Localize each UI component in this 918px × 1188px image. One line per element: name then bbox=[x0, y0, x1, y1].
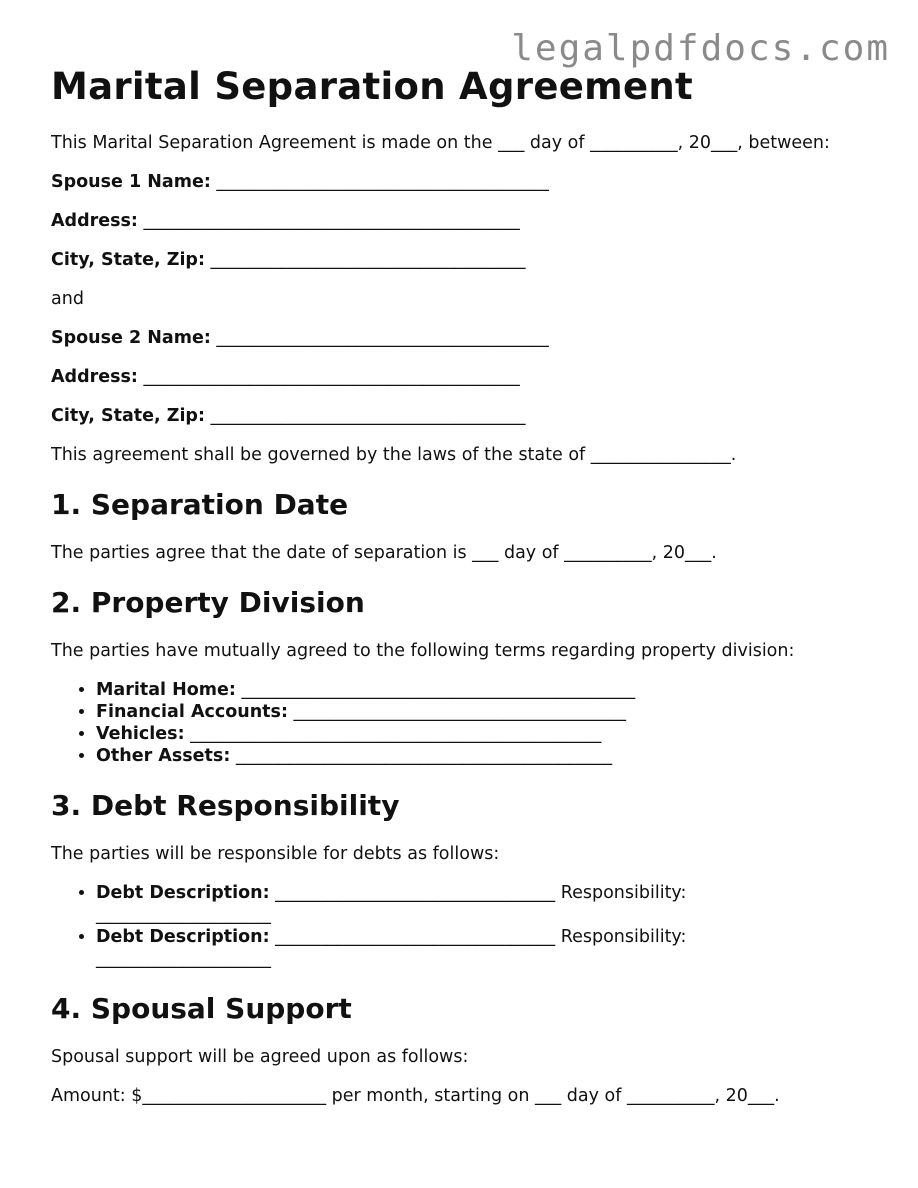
property-item-label: Other Assets: bbox=[96, 746, 231, 766]
section1-text: The parties agree that the date of separation is ___ day of __________, 20___. bbox=[51, 543, 717, 563]
spouse2-address-label: Address: bbox=[51, 367, 138, 387]
and-text: and bbox=[51, 289, 84, 309]
list-item bbox=[96, 679, 871, 701]
property-item-label: Marital Home: bbox=[96, 680, 236, 700]
debt-item-label: Debt Description: bbox=[96, 883, 270, 903]
intro-text: This Marital Separation Agreement is made on the ___ day of __________, 20___, between: bbox=[51, 133, 830, 153]
property-item-blank: _____________________________________________ bbox=[241, 680, 636, 700]
spouse1-address-blank: ___________________________________________ bbox=[143, 211, 520, 231]
section3-text: The parties will be responsible for debts as follows: bbox=[51, 844, 500, 864]
property-item-blank: _______________________________________________ bbox=[190, 724, 602, 744]
spouse1-name-label: Spouse 1 Name: bbox=[51, 172, 211, 192]
spouse1-name-field bbox=[51, 171, 871, 193]
debt-list bbox=[51, 882, 871, 970]
spouse2-address-blank: ___________________________________________ bbox=[143, 367, 520, 387]
spouse2-name-field bbox=[51, 327, 871, 349]
section2-heading: 2. Property Division bbox=[51, 586, 365, 619]
list-item bbox=[96, 882, 696, 926]
spouse1-city-field bbox=[51, 249, 871, 271]
list-item bbox=[96, 745, 871, 767]
spouse2-name-label: Spouse 2 Name: bbox=[51, 328, 211, 348]
governing-law-text: This agreement shall be governed by the laws of the state of ________________. bbox=[51, 445, 737, 465]
section1-heading: 1. Separation Date bbox=[51, 488, 349, 521]
spouse2-city-label: City, State, Zip: bbox=[51, 406, 205, 426]
spouse1-city-blank: ____________________________________ bbox=[210, 250, 526, 270]
support-amount-text: Amount: $_____________________ per month, starting on ___ day of __________, 20___. bbox=[51, 1086, 780, 1106]
list-item bbox=[96, 926, 696, 970]
document-page bbox=[51, 64, 871, 1124]
debt-item-label: Debt Description: bbox=[96, 927, 270, 947]
spouse1-address-label: Address: bbox=[51, 211, 138, 231]
debt-item-responsibility: Responsibility: ____________________ bbox=[96, 883, 687, 925]
watermark: legalpdfdocs.com bbox=[511, 28, 890, 69]
list-item bbox=[96, 701, 871, 723]
spouse1-address-field bbox=[51, 210, 871, 232]
section4-text: Spousal support will be agreed upon as follows: bbox=[51, 1047, 469, 1067]
spouse1-city-label: City, State, Zip: bbox=[51, 250, 205, 270]
property-item-blank: ______________________________________ bbox=[293, 702, 627, 722]
property-item-label: Financial Accounts: bbox=[96, 702, 288, 722]
spouse2-address-field bbox=[51, 366, 871, 388]
section3-heading: 3. Debt Responsibility bbox=[51, 789, 400, 822]
property-item-blank: ___________________________________________ bbox=[235, 746, 613, 766]
property-item-label: Vehicles: bbox=[96, 724, 185, 744]
section4-heading: 4. Spousal Support bbox=[51, 992, 352, 1025]
spouse2-city-field bbox=[51, 405, 871, 427]
document-title: Marital Separation Agreement bbox=[51, 65, 693, 108]
spouse2-name-blank: ______________________________________ bbox=[216, 328, 549, 348]
property-list bbox=[51, 679, 871, 767]
spouse1-name-blank: ______________________________________ bbox=[216, 172, 549, 192]
section2-text: The parties have mutually agreed to the following terms regarding property division: bbox=[51, 641, 795, 661]
spouse2-city-blank: ____________________________________ bbox=[210, 406, 526, 426]
debt-item-blank: ________________________________ bbox=[275, 927, 556, 947]
debt-item-responsibility: Responsibility: ____________________ bbox=[96, 927, 687, 969]
debt-item-blank: ________________________________ bbox=[275, 883, 556, 903]
list-item bbox=[96, 723, 871, 745]
